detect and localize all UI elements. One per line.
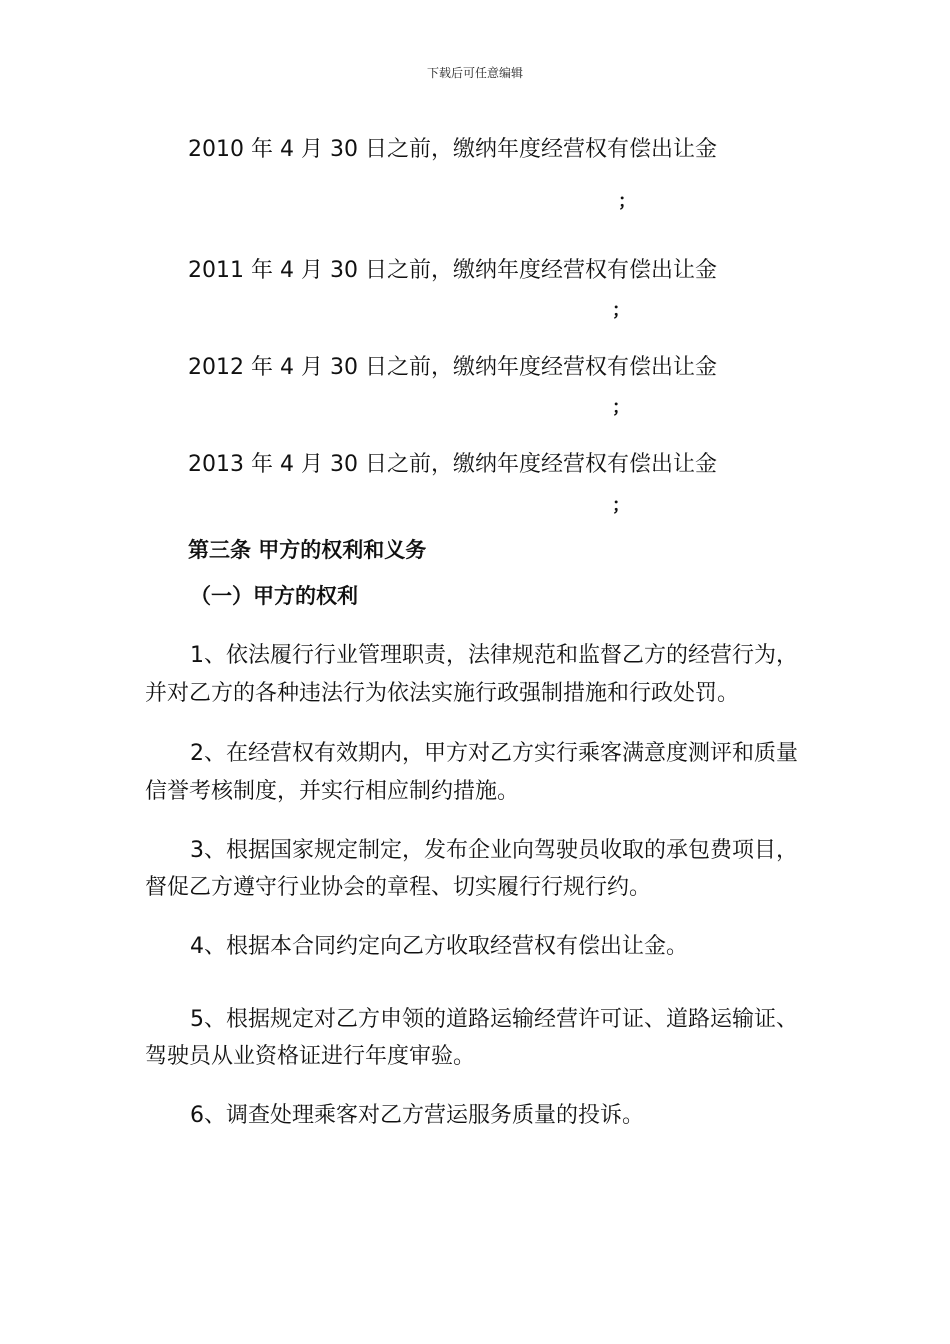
item-6-line-1: 6、调查处理乘客对乙方营运服务质量的投诉。 xyxy=(190,1103,644,1128)
page-header: 下载后可任意编辑 xyxy=(426,66,523,80)
item-3-line-2: 督促乙方遵守行业协会的章程、切实履行行规行约。 xyxy=(145,875,652,900)
article-title: 第三条 甲方的权利和义务 xyxy=(188,538,427,562)
item-4-line-1: 4、根据本合同约定向乙方收取经营权有偿出让金。 xyxy=(190,934,688,959)
payment-semicolon-2010: ； xyxy=(618,191,636,212)
payment-semicolon-2012: ； xyxy=(612,397,630,418)
item-3-line-1: 3、根据国家规定制定，发布企业向驾驶员收取的承包费项目， xyxy=(190,838,798,863)
item-2-line-2: 信誉考核制度，并实行相应制约措施。 xyxy=(145,779,520,804)
item-5-line-2: 驾驶员从业资格证进行年度审验。 xyxy=(145,1044,476,1069)
section-title: （一）甲方的权利 xyxy=(190,584,358,608)
payment-line-2011: 2011 年 4 月 30 日之前，缴纳年度经营权有偿出让金 xyxy=(188,258,717,283)
payment-line-2013: 2013 年 4 月 30 日之前，缴纳年度经营权有偿出让金 xyxy=(188,452,717,477)
item-1-line-2: 并对乙方的各种违法行为依法实施行政强制措施和行政处罚。 xyxy=(145,681,740,706)
payment-semicolon-2013: ； xyxy=(612,495,630,516)
item-1-line-1: 1、依法履行行业管理职责，法律规范和监督乙方的经营行为， xyxy=(190,643,798,668)
payment-line-2010: 2010 年 4 月 30 日之前，缴纳年度经营权有偿出让金 xyxy=(188,137,717,162)
payment-semicolon-2011: ； xyxy=(612,300,630,321)
payment-line-2012: 2012 年 4 月 30 日之前，缴纳年度经营权有偿出让金 xyxy=(188,355,717,380)
item-2-line-1: 2、在经营权有效期内，甲方对乙方实行乘客满意度测评和质量 xyxy=(190,741,798,766)
item-5-line-1: 5、根据规定对乙方申领的道路运输经营许可证、道路运输证、 xyxy=(190,1007,798,1032)
